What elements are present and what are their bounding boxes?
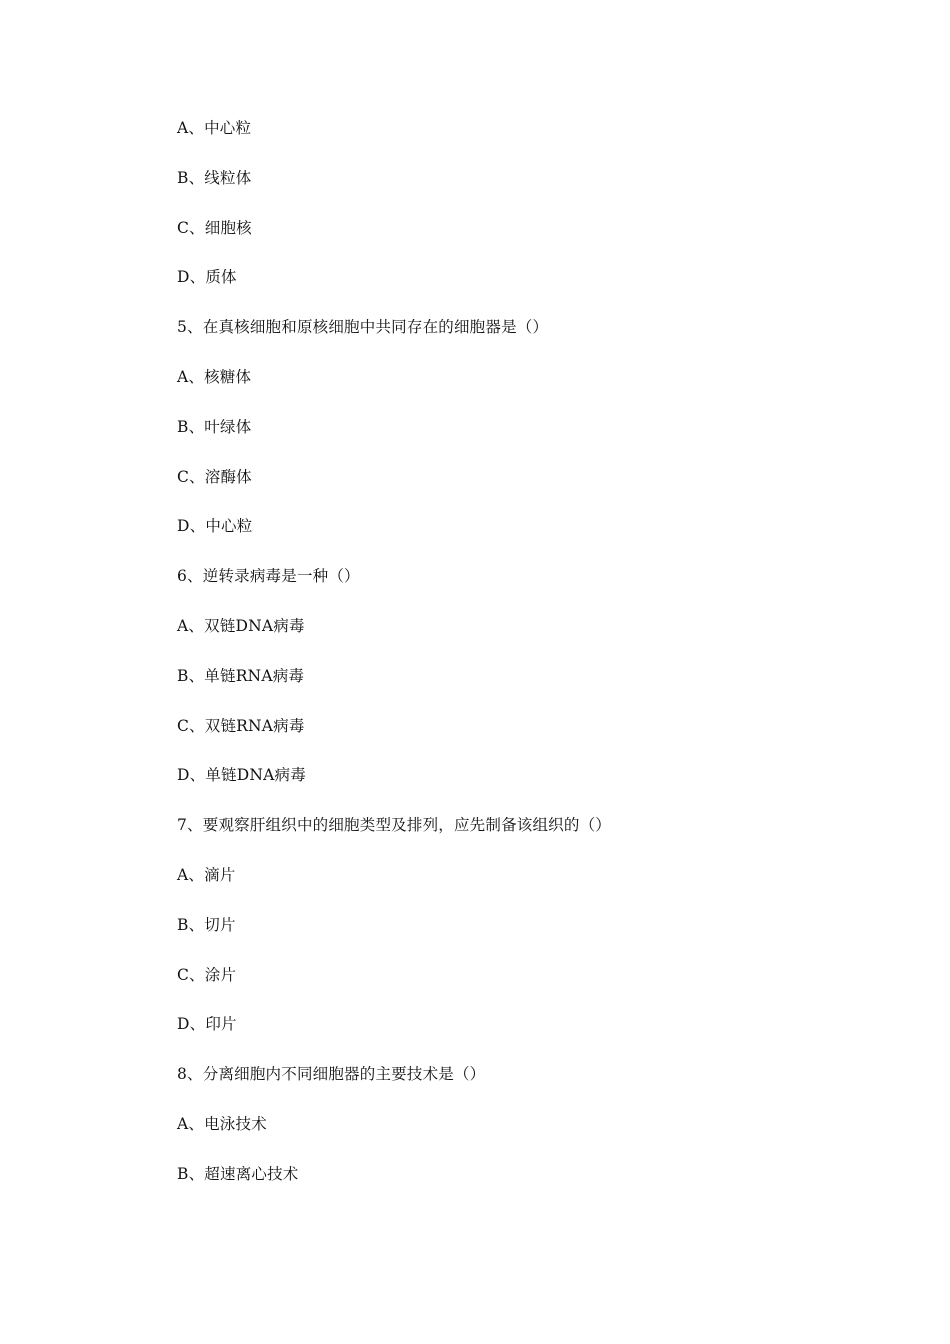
option-line: D、质体	[177, 268, 237, 287]
option-line: A、中心粒	[177, 119, 252, 137]
option-line: D、单链DNA病毒	[177, 766, 306, 785]
question-line: 7、要观察肝组织中的细胞类型及排列，应先制备该组织的（）	[177, 816, 611, 835]
option-line: C、细胞核	[177, 218, 252, 237]
option-line: B、叶绿体	[177, 417, 252, 436]
option-line: C、溶酶体	[177, 467, 252, 486]
question-line: 6、逆转录病毒是一种（）	[177, 567, 360, 586]
question-list	[177, 116, 611, 1212]
option-line: C、涂片	[177, 965, 237, 984]
option-line: B、切片	[177, 915, 236, 934]
option-line: D、中心粒	[177, 517, 253, 536]
option-line: A、双链DNA病毒	[177, 616, 305, 635]
option-line: B、超速离心技术	[177, 1164, 299, 1183]
option-line: A、电泳技术	[177, 1114, 267, 1133]
option-line: C、双链RNA病毒	[177, 716, 305, 735]
question-line: 5、在真核细胞和原核细胞中共同存在的细胞器是（）	[177, 318, 549, 337]
option-line: A、滴片	[177, 865, 236, 884]
option-line: A、核糖体	[177, 367, 252, 386]
option-line: D、印片	[177, 1015, 237, 1034]
option-line: B、线粒体	[177, 168, 252, 187]
option-line: B、单链RNA病毒	[177, 666, 305, 685]
question-line: 8、分离细胞内不同细胞器的主要技术是（）	[177, 1065, 486, 1084]
